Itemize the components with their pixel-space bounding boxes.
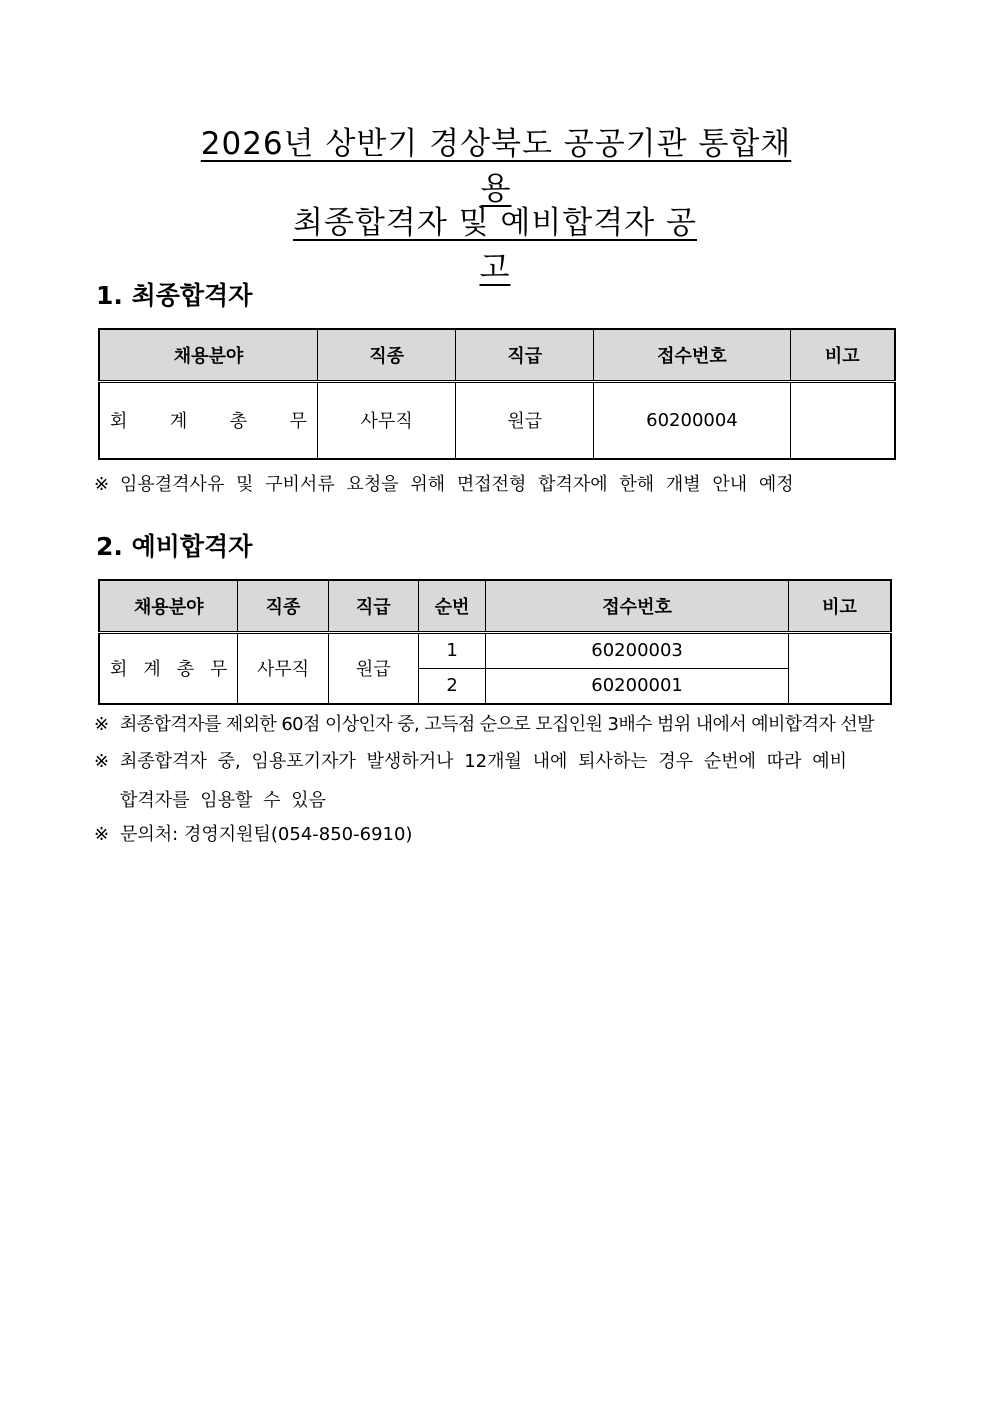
- page-title: 2026년 상반기 경상북도 공공기관 통합채용: [200, 126, 792, 207]
- order-cell: 1: [418, 632, 485, 668]
- section2-footnote-3: ※ 문의처: 경영지원팀(054-850-6910): [94, 824, 413, 845]
- job-cell: 사무직: [318, 381, 456, 459]
- table-row: [99, 632, 891, 668]
- header-field: 채용분야: [99, 580, 238, 632]
- header-order: 순번: [418, 580, 485, 632]
- grade-cell: 원급: [456, 381, 594, 459]
- field-cell: 회 계 총 무: [99, 381, 318, 459]
- page-subtitle: 최종합격자 및 예비합격자 공고: [293, 205, 697, 286]
- section2-footnote-1: ※ 최종합격자를 제외한 60점 이상인자 중, 고득점 순으로 모집인원 3배수 범위 내에서 예비합격자 선발: [94, 714, 874, 735]
- grade-cell: 원급: [328, 632, 418, 704]
- header-grade: 직급: [328, 580, 418, 632]
- section2-footnote-2: ※ 최종합격자 중, 임용포기자가 발생하거나 12개월 내에 퇴사하는 경우 순번에 따라 예비: [94, 751, 848, 772]
- final-passers-table: [98, 328, 896, 460]
- section1-heading: 1. 최종합격자: [96, 281, 253, 310]
- header-field: 채용분야: [99, 329, 318, 381]
- section2-footnote-2-cont: 합격자를 임용할 수 있음: [120, 790, 327, 811]
- header-note: 비고: [790, 329, 895, 381]
- job-cell: 사무직: [238, 632, 328, 704]
- section2-heading: 2. 예비합격자: [96, 532, 253, 561]
- header-job: 직종: [318, 329, 456, 381]
- header-note: 비고: [788, 580, 891, 632]
- header-job: 직종: [238, 580, 328, 632]
- number-cell: 60200003: [486, 632, 789, 668]
- note-cell: [790, 381, 895, 459]
- header-grade: 직급: [456, 329, 594, 381]
- section1-footnote: ※ 임용결격사유 및 구비서류 요청을 위해 면접전형 합격자에 한해 개별 안내 예정: [94, 474, 794, 495]
- number-cell: 60200004: [594, 381, 790, 459]
- field-cell: 회 계 총 무: [99, 632, 238, 704]
- note-cell: [788, 632, 891, 704]
- header-number: 접수번호: [486, 580, 789, 632]
- reserve-passers-table: [98, 579, 892, 705]
- header-number: 접수번호: [594, 329, 790, 381]
- number-cell: 60200001: [486, 668, 789, 704]
- table-row: [99, 381, 895, 459]
- order-cell: 2: [418, 668, 485, 704]
